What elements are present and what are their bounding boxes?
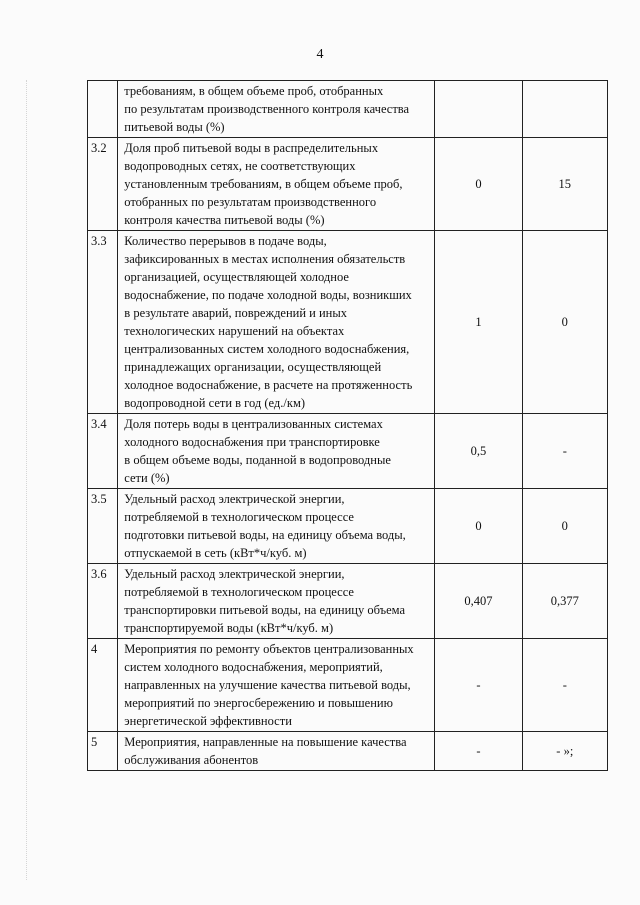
value-column-1: 0 <box>435 138 522 231</box>
row-number: 3.2 <box>88 138 118 231</box>
row-description <box>118 81 435 138</box>
description-line: обслуживания абонентов <box>124 753 259 767</box>
table-row <box>88 732 608 771</box>
row-description <box>118 489 435 564</box>
description-line: зафиксированных в местах исполнения обязательств <box>124 252 406 266</box>
scan-edge-marks <box>26 80 41 880</box>
description-line: централизованных систем холодного водоснабжения, <box>124 342 410 356</box>
description-line: холодное водоснабжение, в расчете на протяженность <box>124 378 413 392</box>
description-line: транспортировки питьевой воды, на единицу объема <box>124 603 406 617</box>
page-number: 4 <box>316 47 324 62</box>
row-number: 4 <box>88 639 118 732</box>
value-column-1: 0 <box>435 489 522 564</box>
row-description <box>118 138 435 231</box>
description-line: Доля проб питьевой воды в распределительных <box>124 141 379 155</box>
value-column-1: 0,5 <box>435 414 522 489</box>
description-line: транспортируемой воды (кВт*ч/куб. м) <box>124 621 334 635</box>
table-row <box>88 639 608 732</box>
table-row <box>88 414 608 489</box>
description-line: водопроводной сети в год (ед./км) <box>124 396 306 410</box>
description-line: требованиям, в общем объеме проб, отобранных <box>124 84 384 98</box>
row-description <box>118 414 435 489</box>
value-column-1: - <box>435 732 522 771</box>
description-line: организацией, осуществляющей холодное <box>124 270 349 284</box>
row-number <box>88 81 118 138</box>
row-description <box>118 231 435 414</box>
description-line: Удельный расход электрической энергии, <box>124 567 345 581</box>
description-line: водоснабжение, по подаче холодной воды, возникших <box>124 288 412 302</box>
value-column-2: - <box>522 414 607 489</box>
row-description <box>118 732 435 771</box>
table-row <box>88 489 608 564</box>
description-line: Мероприятия, направленные на повышение качества <box>124 735 407 749</box>
description-line: в результате аварий, повреждений и иных <box>124 306 348 320</box>
value-column-2: 15 <box>522 138 607 231</box>
value-column-2: 0,377 <box>522 564 607 639</box>
table-row <box>88 138 608 231</box>
table-row <box>88 564 608 639</box>
description-line: потребляемой в технологическом процессе <box>124 510 354 524</box>
table-row <box>88 231 608 414</box>
description-line: водопроводных сетях, не соответствующих <box>124 159 356 173</box>
value-column-1 <box>435 81 522 138</box>
value-column-2: 0 <box>522 489 607 564</box>
value-column-1: 0,407 <box>435 564 522 639</box>
description-line: Доля потерь воды в централизованных системах <box>124 417 383 431</box>
indicators-table-body <box>88 81 608 771</box>
description-line: технологических нарушений на объектах <box>124 324 345 338</box>
description-line: Мероприятия по ремонту объектов централизованных <box>124 642 414 656</box>
row-number: 3.5 <box>88 489 118 564</box>
description-line: в общем объеме воды, поданной в водопроводные <box>124 453 391 467</box>
row-number: 3.3 <box>88 231 118 414</box>
description-line: установленным требованиям, в общем объеме проб, <box>124 177 403 191</box>
indicators-table <box>87 80 608 771</box>
value-column-2: - »; <box>522 732 607 771</box>
description-line: Количество перерывов в подаче воды, <box>124 234 327 248</box>
value-column-2: - <box>522 639 607 732</box>
description-line: направленных на улучшение качества питьевой воды, <box>124 678 411 692</box>
description-line: энергетической эффективности <box>124 714 292 728</box>
table-row <box>88 81 608 138</box>
description-line: отпускаемой в сеть (кВт*ч/куб. м) <box>124 546 307 560</box>
description-line: Удельный расход электрической энергии, <box>124 492 345 506</box>
row-description <box>118 639 435 732</box>
description-line: принадлежащих организации, осуществляющей <box>124 360 382 374</box>
description-line: контроля качества питьевой воды (%) <box>124 213 325 227</box>
description-line: по результатам производственного контроля качества <box>124 102 410 116</box>
value-column-2: 0 <box>522 231 607 414</box>
row-number: 5 <box>88 732 118 771</box>
description-line: систем холодного водоснабжения, мероприятий, <box>124 660 383 674</box>
description-line: питьевой воды (%) <box>124 120 225 134</box>
description-line: холодного водоснабжения при транспортировке <box>124 435 380 449</box>
description-line: подготовки питьевой воды, на единицу объема воды, <box>124 528 406 542</box>
description-line: мероприятий по энергосбережению и повышению <box>124 696 393 710</box>
description-line: сети (%) <box>124 471 170 485</box>
description-line: отобранных по результатам производственного <box>124 195 377 209</box>
value-column-1: 1 <box>435 231 522 414</box>
row-number: 3.6 <box>88 564 118 639</box>
description-line: потребляемой в технологическом процессе <box>124 585 354 599</box>
row-number: 3.4 <box>88 414 118 489</box>
row-description <box>118 564 435 639</box>
value-column-2 <box>522 81 607 138</box>
value-column-1: - <box>435 639 522 732</box>
